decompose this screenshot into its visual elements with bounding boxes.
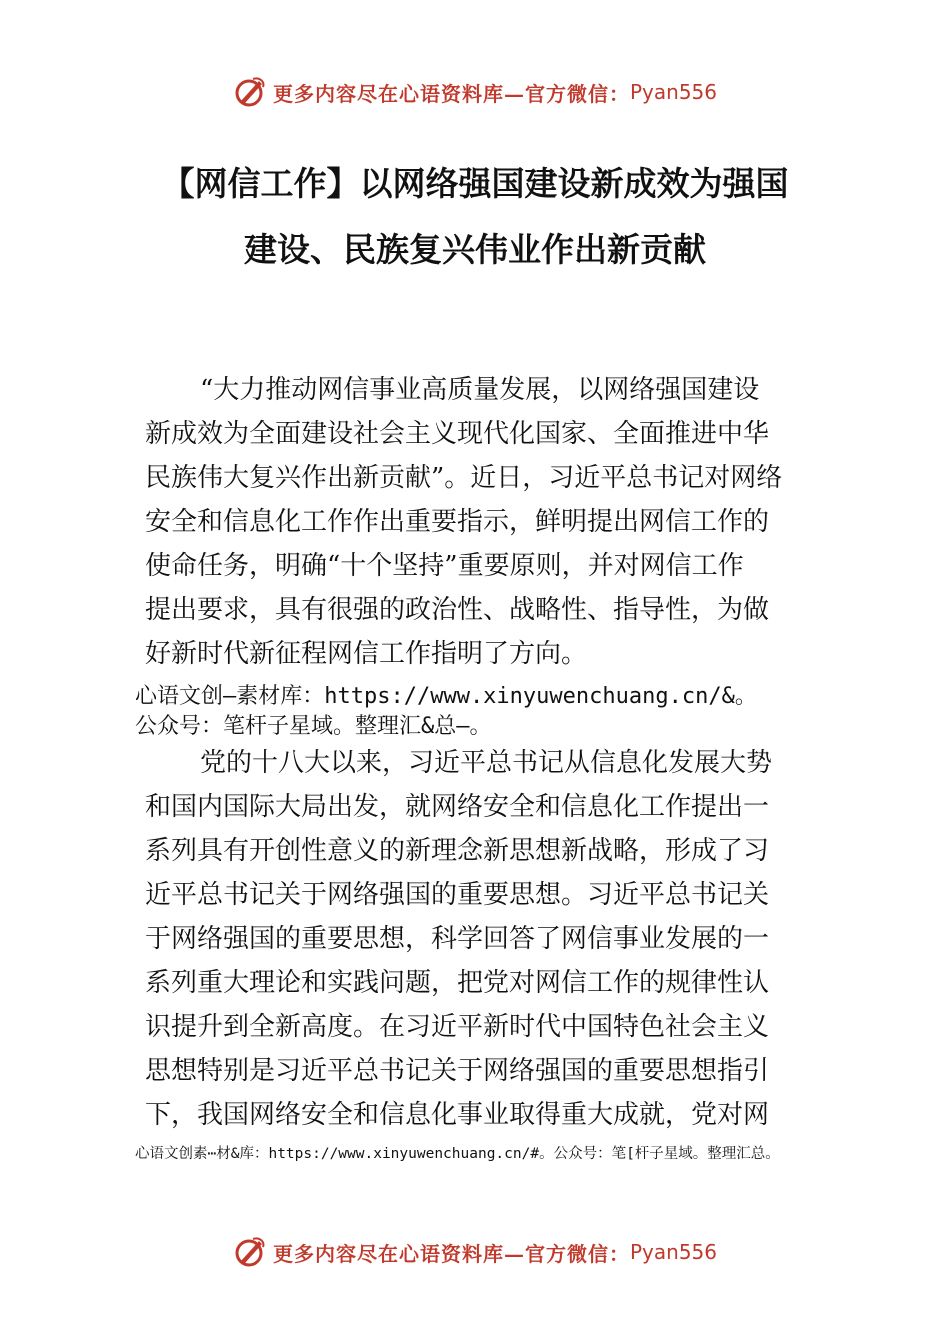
text-line: 于网络强国的重要思想，科学回答了网信事业发展的一 — [145, 924, 770, 954]
document-title-line-1: 【网信工作】以网络强国建设新成效为强国 — [161, 164, 789, 203]
text-line: 近平总书记关于网络强国的重要思想。习近平总书记关 — [145, 880, 770, 910]
text-line: 下，我国网络安全和信息化事业取得重大成就，党对网 — [145, 1100, 770, 1130]
text-line: 提出要求，具有很强的政治性、战略性、指导性，为做 — [145, 595, 770, 625]
text-line: 安全和信息化工作作出重要指示，鲜明提出网信工作的 — [145, 507, 770, 537]
banner-text: 更多内容尽在心语资料库—官方微信： — [272, 1241, 630, 1266]
footer-watermark: 心语文创素⋯材&库：https://www.xinyuwenchuang.cn/#。公众号：笔[杆子星域。整理汇总。 — [135, 1146, 780, 1162]
text-line: 系列具有开创性意义的新理念新思想新战略，形成了习 — [145, 836, 770, 866]
text-line: “大力推动网信事业高质量发展，以网络强国建设 — [200, 375, 760, 405]
text-line: 好新时代新征程网信工作指明了方向。 — [145, 639, 588, 669]
footer-banner — [0, 1232, 950, 1272]
text-line: 和国内国际大局出发，就网络安全和信息化工作提出一 — [145, 792, 770, 822]
text-line: 思想特别是习近平总书记关于网络强国的重要思想指引 — [145, 1056, 770, 1086]
header-banner — [0, 72, 950, 112]
text-line: 民族伟大复兴作出新贡献”。近日，习近平总书记对网络 — [145, 463, 783, 493]
wechat-id: Pyan556 — [629, 80, 717, 104]
quill-seal-icon — [233, 75, 267, 109]
source-watermark — [135, 682, 757, 742]
watermark-line-1: 心语文创—素材库：https://www.xinyuwenchuang.cn/&。 — [135, 684, 757, 709]
paragraph-1 — [145, 368, 815, 676]
text-line: 党的十八大以来，习近平总书记从信息化发展大势 — [200, 748, 773, 778]
text-line: 使命任务，明确“十个坚持”重要原则，并对网信工作 — [145, 551, 744, 581]
text-line: 识提升到全新高度。在习近平新时代中国特色社会主义 — [145, 1012, 770, 1042]
quill-seal-icon — [233, 1235, 267, 1269]
paragraph-2 — [145, 741, 815, 1137]
banner-text: 更多内容尽在心语资料库—官方微信： — [272, 81, 630, 106]
text-line: 系列重大理论和实践问题，把党对网信工作的规律性认 — [145, 968, 770, 998]
document-title-line-2: 建设、民族复兴伟业作出新贡献 — [244, 230, 706, 269]
wechat-id: Pyan556 — [629, 1240, 717, 1264]
text-line: 新成效为全面建设社会主义现代化国家、全面推进中华 — [145, 419, 770, 449]
watermark-line-2: 公众号：笔杆子星域。整理汇&总—。 — [135, 714, 492, 739]
